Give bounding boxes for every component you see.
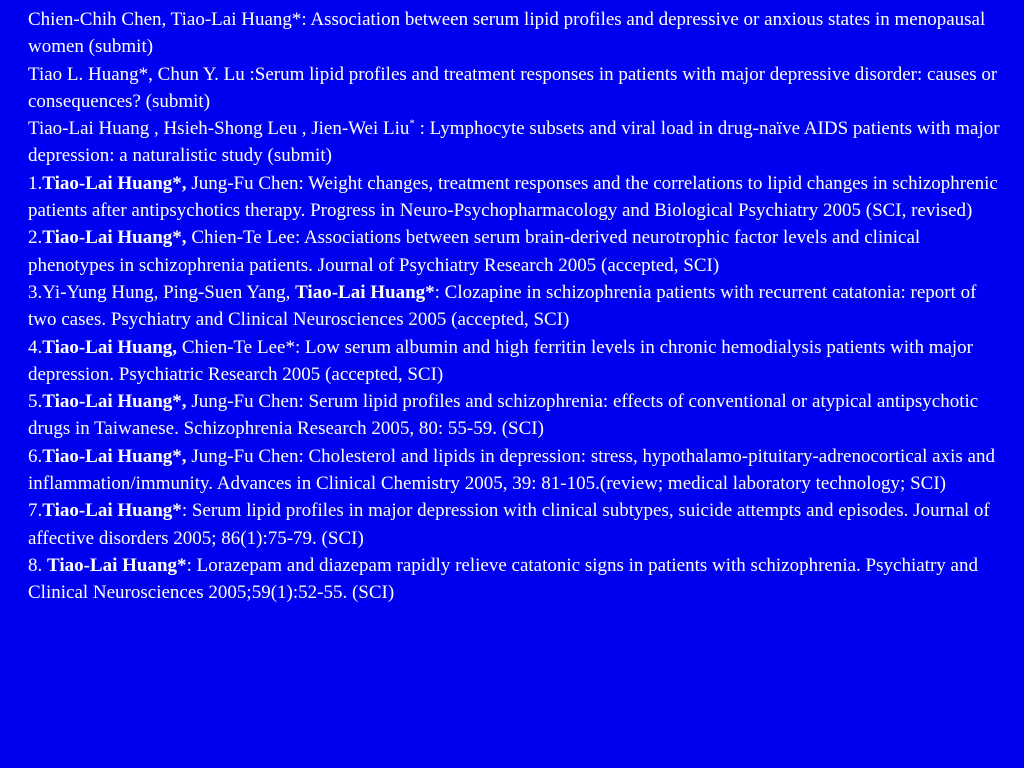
reference-number: 4. bbox=[28, 336, 43, 358]
reference-author-bold: Tiao-Lai Huang* bbox=[42, 500, 182, 522]
reference-number: 2. bbox=[28, 227, 43, 249]
reference-text: Chien-Te Lee*: Low serum albumin and high ferritin levels in chronic hemodialysis patients with major depression. Psychiatric Research 2005 (accepted, SCI) bbox=[28, 336, 974, 385]
reference-author-bold: Tiao-Lai Huang* bbox=[295, 281, 435, 303]
reference-number: 7. bbox=[28, 500, 43, 522]
reference-text: : Clozapine in schizophrenia patients with recurrent catatonia: report of two cases. Psychiatry and Clinical Neurosciences 2005 (accepted, SCI) bbox=[28, 281, 977, 331]
reference-text: : Lorazepam and diazepam rapidly relieve catatonic signs in patients with schizophrenia. Psychiatry and Clinical Neurosciences 2005;59(1):52-55. (SCI) bbox=[28, 554, 978, 604]
reference-author-bold: Tiao-Lai Huang*, bbox=[42, 227, 187, 249]
reference-item-1 bbox=[28, 170, 1004, 225]
reference-text: Jung-Fu Chen: Weight changes, treatment responses and the correlations to lipid changes in schizophrenic patients after antipsychotics therapy. Progress in Neuro-Psychopharmacology and Biological Psychiatry 2005 (SCI, revised) bbox=[28, 172, 998, 222]
reference-text: Chien-Te Lee: Associations between serum brain-derived neurotrophic factor levels and clinical phenotypes in schizophrenia patients. Journal of Psychiatry Research 2005 (accepted, SCI) bbox=[28, 227, 921, 276]
reference-number: 5. bbox=[28, 391, 43, 413]
reference-text: Chien-Chih Chen, Tiao-Lai Huang*: Association between serum lipid profiles and depressive or anxious states in menopausal women (submit) bbox=[28, 9, 986, 58]
reference-text: Tiao L. Huang*, Chun Y. Lu :Serum lipid profiles and treatment responses in patients with major depressive disorder: causes or consequences? (submit) bbox=[28, 63, 998, 112]
reference-item-6 bbox=[28, 443, 1004, 498]
reference-item-3 bbox=[28, 279, 1004, 334]
reference-text: Tiao-Lai Huang , Hsieh-Shong Leu , Jien-Wei Liu bbox=[28, 118, 410, 140]
reference-author-bold: Tiao-Lai Huang*, bbox=[42, 391, 187, 413]
reference-item-5 bbox=[28, 388, 1004, 443]
reference-item-2 bbox=[28, 224, 1004, 279]
reference-author-bold: Tiao-Lai Huang, bbox=[42, 336, 178, 358]
reference-superscript: * bbox=[409, 117, 415, 130]
reference-submitted-2 bbox=[28, 61, 1004, 116]
reference-submitted-1 bbox=[28, 6, 1004, 61]
reference-text: : Serum lipid profiles in major depression with clinical subtypes, suicide attempts and episodes. Journal of affective disorders 2005; 86(1):75-79. (SCI) bbox=[28, 500, 990, 549]
reference-number: 3.Yi-Yung Hung, Ping-Suen Yang, bbox=[28, 281, 296, 303]
reference-author-bold: Tiao-Lai Huang*, bbox=[42, 172, 187, 194]
reference-author-bold: Tiao-Lai Huang* bbox=[47, 554, 187, 576]
reference-number: 6. bbox=[28, 445, 43, 467]
reference-item-8 bbox=[28, 552, 1004, 607]
reference-number: 1. bbox=[28, 172, 43, 194]
reference-item-4 bbox=[28, 334, 1004, 389]
reference-number: 8. bbox=[28, 554, 47, 576]
reference-item-7 bbox=[28, 497, 1004, 552]
reference-text: Jung-Fu Chen: Serum lipid profiles and schizophrenia: effects of conventional or atypical antipsychotic drugs in Taiwanese. Schizophrenia Research 2005, 80: 55-59. (SCI) bbox=[28, 391, 979, 440]
reference-text-after: : Lymphocyte subsets and viral load in drug-naïve AIDS patients with major depression: a naturalistic study (submit) bbox=[28, 118, 1000, 167]
reference-author-bold: Tiao-Lai Huang*, bbox=[42, 445, 187, 467]
reference-text: Jung-Fu Chen: Cholesterol and lipids in depression: stress, hypothalamo-pituitary-adrenocortical axis and inflammation/immunity. Advances in Clinical Chemistry 2005, 39: 81-105.(review; medical laboratory technology; SCI) bbox=[28, 445, 995, 495]
reference-submitted-3 bbox=[28, 115, 1004, 170]
